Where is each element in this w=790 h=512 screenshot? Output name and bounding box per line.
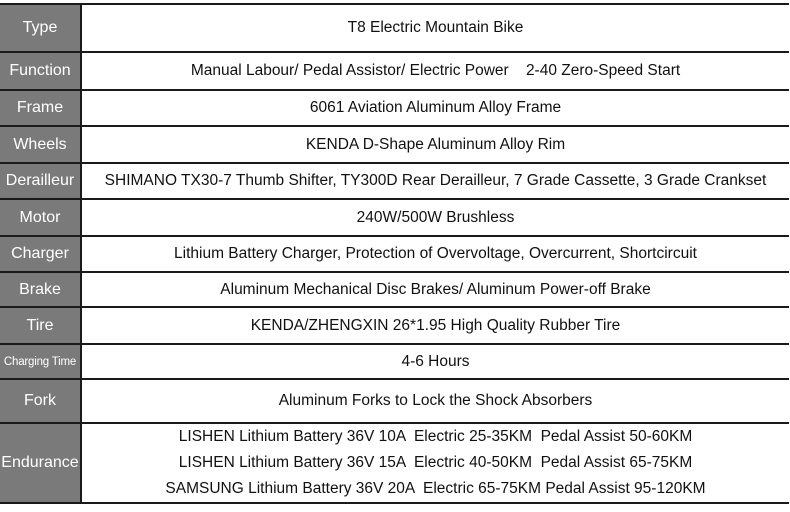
- table-row-wheels: [0, 126, 789, 163]
- table-row-tire: [0, 307, 789, 344]
- endurance-line: LISHEN Lithium Battery 36V 15A Electric 40-50KM Pedal Assist 65-75KM: [178, 454, 693, 471]
- table-row-derailleur: [0, 163, 789, 199]
- row-value: KENDA/ZHENGXIN 26*1.95 High Quality Rubber Tire: [81, 307, 789, 344]
- table-row-fork: [0, 379, 789, 423]
- row-value-endurance: [81, 423, 789, 503]
- row-value: Aluminum Mechanical Disc Brakes/ Aluminum Power-off Brake: [81, 272, 789, 307]
- row-label: Charging Time: [0, 344, 81, 379]
- table-row-frame: [0, 90, 789, 126]
- row-label: Type: [0, 4, 81, 52]
- row-label: Tire: [0, 307, 81, 344]
- spec-table: [0, 3, 789, 504]
- table-row-endurance: [0, 423, 789, 503]
- row-value: SHIMANO TX30-7 Thumb Shifter, TY300D Rear Derailleur, 7 Grade Cassette, 3 Grade Crankset: [81, 163, 789, 199]
- table-row-motor: [0, 199, 789, 236]
- table-row-type: [0, 4, 789, 52]
- row-value: Aluminum Forks to Lock the Shock Absorbers: [81, 379, 789, 423]
- row-value: 4-6 Hours: [81, 344, 789, 379]
- endurance-line: SAMSUNG Lithium Battery 36V 20A Electric 65-75KM Pedal Assist 95-120KM: [165, 480, 706, 497]
- row-label: Function: [0, 52, 81, 90]
- row-label: Endurance: [0, 423, 81, 503]
- table-row-charging-time: [0, 344, 789, 379]
- table-row-brake: [0, 272, 789, 307]
- row-value: KENDA D-Shape Aluminum Alloy Rim: [81, 126, 789, 163]
- row-label: Brake: [0, 272, 81, 307]
- row-label: Wheels: [0, 126, 81, 163]
- row-value: Manual Labour/ Pedal Assistor/ Electric Power 2-40 Zero-Speed Start: [81, 52, 789, 90]
- row-label: Frame: [0, 90, 81, 126]
- row-value: T8 Electric Mountain Bike: [81, 4, 789, 52]
- row-label: Derailleur: [0, 163, 81, 199]
- row-label: Charger: [0, 236, 81, 272]
- row-label: Fork: [0, 379, 81, 423]
- row-value: 240W/500W Brushless: [81, 199, 789, 236]
- row-value: Lithium Battery Charger, Protection of Overvoltage, Overcurrent, Shortcircuit: [81, 236, 789, 272]
- row-value: 6061 Aviation Aluminum Alloy Frame: [81, 90, 789, 126]
- row-label: Motor: [0, 199, 81, 236]
- table-row-function: [0, 52, 789, 90]
- table-row-charger: [0, 236, 789, 272]
- endurance-line: LISHEN Lithium Battery 36V 10A Electric 25-35KM Pedal Assist 50-60KM: [178, 428, 693, 445]
